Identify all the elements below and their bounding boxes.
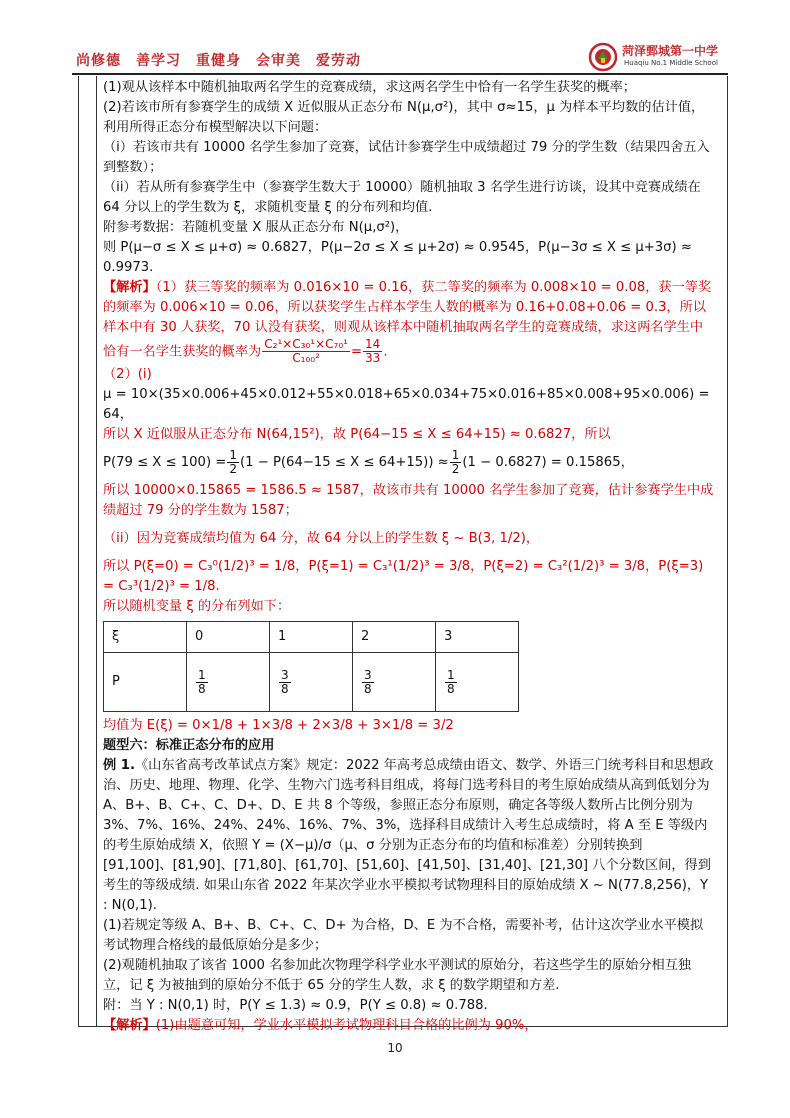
probability-middle: (1 − P(64−15 ≤ X ≤ 64+15)) ≈ bbox=[239, 455, 449, 470]
probability-fraction bbox=[262, 338, 350, 365]
page-content bbox=[103, 78, 715, 1036]
probability-lhs: P(79 ≤ X ≤ 100) = bbox=[103, 455, 227, 470]
half-fraction-1 bbox=[227, 449, 239, 476]
prob-denominator: 8 bbox=[281, 681, 289, 696]
expected-value: 均值为 E(ξ) = 0×1/8 + 1×3/8 + 2×3/8 + 3×1/8 = 3/2 bbox=[103, 718, 454, 733]
example-question-2: (2)观随机抽取了该省 1000 名参加此次物理学科学业水平测试的原始分，若这些学生的原始分相互独立，记 ξ 为被抽到的原始分不低于 65 分的学生人数，求 ξ 的数学期望和方差. bbox=[103, 958, 692, 993]
school-name: 菏泽鄄城第一中学 bbox=[622, 44, 719, 58]
probability-calculation bbox=[103, 445, 715, 481]
table-cell-value: 0 bbox=[187, 622, 270, 653]
prob-denominator: 8 bbox=[364, 681, 372, 696]
half-denominator: 2 bbox=[229, 461, 237, 476]
page-number: 10 bbox=[387, 1041, 403, 1055]
solution-tag: 【解析】 bbox=[103, 280, 156, 295]
reference-data-values: 则 P(μ−σ ≤ X ≤ μ+σ) ≈ 0.6827，P(μ−2σ ≤ X ≤ μ+2σ) ≈ 0.9545，P(μ−3σ ≤ X ≤ μ+3σ) ≈ 0.9973. bbox=[103, 240, 692, 275]
example-solution-text: (1)由题意可知，学业水平模拟考试物理科目合格的比例为 90%， bbox=[155, 1018, 538, 1033]
table-cell-prob bbox=[187, 653, 270, 712]
student-count-conclusion: 所以 10000×0.15865 = 1586.5 ≈ 1587，故该市共有 10000 名学生参加了竞赛，估计参赛学生中成绩超过 79 分的学生数为 1587； bbox=[103, 483, 714, 518]
half-denominator: 2 bbox=[451, 461, 460, 476]
section-title: 题型六：标准正态分布的应用 bbox=[103, 738, 275, 753]
half-numerator: 1 bbox=[229, 447, 237, 462]
example-solution bbox=[103, 1016, 715, 1036]
fraction-denominator: C₁₀₀² bbox=[292, 351, 320, 365]
prob-fraction bbox=[445, 669, 457, 696]
example-note: 附：当 Y : N(0,1) 时，P(Y ≤ 1.3) ≈ 0.9，P(Y ≤ 0.8) ≈ 0.788. bbox=[103, 998, 488, 1013]
distribution-table bbox=[103, 621, 519, 712]
prob-fraction bbox=[196, 669, 208, 696]
table-column-divider bbox=[96, 76, 97, 1026]
prob-denominator: 8 bbox=[198, 681, 206, 696]
prob-numerator: 3 bbox=[364, 667, 372, 682]
school-motto: 尚修德 善学习 重健身 会审美 爱劳动 bbox=[76, 53, 361, 69]
table-cell-prob bbox=[270, 653, 353, 712]
prob-fraction bbox=[279, 669, 291, 696]
probability-end: (1 − 0.6827) = 0.15865， bbox=[462, 455, 634, 470]
distribution-table-intro: 所以随机变量 ξ 的分布列如下： bbox=[103, 599, 291, 614]
prob-fraction bbox=[362, 669, 374, 696]
question-part-2-i: （i）若该市共有 10000 名学生参加了竞赛，试估计参赛学生中成绩超过 79 分的学生数（结果四舍五入到整数）； bbox=[103, 140, 710, 175]
table-row bbox=[104, 653, 519, 712]
prob-denominator: 8 bbox=[447, 681, 455, 696]
school-logo bbox=[588, 40, 738, 74]
table-cell-prob bbox=[353, 653, 436, 712]
solution-part-1: 【解析】（1）获三等奖的频率为 0.016×10 = 0.16，获二等奖的频率为 0.008×10 = 0.08，获一等奖的频率为 0.006×10 = 0.06，所以获奖学生占样本学生人数的概率为 0.16+0.08+0.06 = 0.3，所以样本中有 30 人获奖，70 认没有获奖，则观从该样本中随机抽取两名学生的竞赛成绩，求这两名学生中恰有一名学生获奖的概率为 $\frac{\text{C₂¹×C₃₀¹×C₇₀¹}}{\text{C₁₀₀²}}$ = $\frac{14}{33}$ . bbox=[103, 280, 712, 365]
table-cell-value: 1 bbox=[270, 622, 353, 653]
example-text: 《山东省高考改革试点方案》规定：2022 年高考总成绩由语文、数学、外语三门统考科目和思想政治、历史、地理、物理、化学、生物六门选考科目组成，将每门选考科目的考生原始成绩从高到低划分为 A、B+、B、C+、C、D+、D、E 共 8 个等级，参照正态分布原则，确定各等级人数所占比例分别为 3%、7%、16%、24%、24%、16%、7%、3%，选择科目成绩计入考生总成绩时，将 A 至 E 等级内的考生原始成绩 X，依照 Y = (X−μ)/σ（μ、σ 分别为正态分布的均值和标准差）分别转换到 [91,100]、[81,90]、[71,80]、[61,70]、[51,60]、[41,50]、[31,40]、[21,30] 八个分数区间，得到考生的等级成绩. 如果山东省 2022 年某次学业水平模拟考试物理科目的原始成绩 X ~ N(77.8,256)，Y : N(0,1). bbox=[103, 758, 714, 913]
prob-numerator: 1 bbox=[198, 667, 206, 682]
solution-part-2-heading: （2）(i) bbox=[103, 367, 152, 382]
table-row bbox=[104, 622, 519, 653]
example-1 bbox=[103, 756, 715, 916]
reference-data-intro: 附参考数据：若随机变量 X 服从正态分布 N(μ,σ²)， bbox=[103, 220, 409, 235]
equals-sign: = bbox=[350, 344, 363, 360]
half-fraction-2 bbox=[450, 449, 462, 476]
fraction-numerator: C₂¹×C₃₀¹×C₇₀¹ bbox=[264, 337, 348, 351]
table-cell-value: 3 bbox=[436, 622, 519, 653]
probability-result bbox=[363, 338, 382, 365]
table-header-p: P bbox=[104, 653, 187, 712]
result-denominator: 33 bbox=[365, 351, 381, 365]
mean-calculation: μ = 10×(35×0.006+45×0.012+55×0.018+65×0.034+75×0.016+85×0.008+95×0.006) = 64， bbox=[103, 387, 710, 422]
prob-numerator: 3 bbox=[281, 667, 289, 682]
question-part-1: (1)观从该样本中随机抽取两名学生的竞赛成绩，求这两名学生中恰有一名学生获奖的概率； bbox=[103, 80, 636, 95]
table-cell-prob bbox=[436, 653, 519, 712]
binomial-probabilities: 所以 P(ξ=0) = C₃⁰(1/2)³ = 1/8，P(ξ=1) = C₃¹(1/2)³ = 3/8，P(ξ=2) = C₃²(1/2)³ = 3/8，P(ξ=3) = C₃³(1/2)³ = 1/8. bbox=[103, 559, 704, 594]
question-part-2-ii: （ii）若从所有参赛学生中（参赛学生数大于 10000）随机抽取 3 名学生进行访谈，设其中竞赛成绩在 64 分以上的学生数为 ξ，求随机变量 ξ 的分布列和均值. bbox=[103, 180, 701, 215]
table-cell-value: 2 bbox=[353, 622, 436, 653]
solution-tag: 【解析】 bbox=[103, 1018, 156, 1033]
half-numerator: 1 bbox=[451, 447, 460, 462]
example-question-1: (1)若规定等级 A、B+、B、C+、C、D+ 为合格，D、E 为不合格，需要补考，估计这次学业水平模拟考试物理合格线的最低原始分是多少； bbox=[103, 918, 704, 953]
solution-part-3-heading: （ii）因为竞赛成绩均值为 64 分，故 64 分以上的学生数 ξ ~ B(3, 1/2)， bbox=[103, 531, 540, 546]
example-label: 例 1. bbox=[103, 758, 135, 773]
prob-numerator: 1 bbox=[447, 667, 455, 682]
school-emblem-icon bbox=[588, 42, 618, 72]
school-name-english: Huaqiu No.1 Middle School bbox=[624, 59, 718, 67]
question-part-2: (2)若该市所有参赛学生的成绩 X 近似服从正态分布 N(μ,σ²)，其中 σ≈15，μ 为样本平均数的估计值，利用所得正态分布模型解决以下问题： bbox=[103, 100, 705, 135]
solution-part-1-text: （1）获三等奖的频率为 0.016×10 = 0.16，获二等奖的频率为 0.008×10 = 0.08，获一等奖的频率为 0.006×10 = 0.06，所以获奖学生占样本学生人数的概率为 0.16+0.08+0.06 = 0.3，所以样本中有 30 人获奖，70 认没有获奖，则观从该样本中随机抽取两名学生的竞赛成绩，求这两名学生中恰有一名学生获奖的概率为 bbox=[103, 280, 712, 360]
header-rule bbox=[72, 73, 728, 75]
normal-distribution-statement: 所以 X 近似服从正态分布 N(64,15²)，故 P(64−15 ≤ X ≤ 64+15) ≈ 0.6827，所以 bbox=[103, 427, 611, 442]
table-header-xi: ξ bbox=[104, 622, 187, 653]
result-numerator: 14 bbox=[365, 337, 381, 351]
